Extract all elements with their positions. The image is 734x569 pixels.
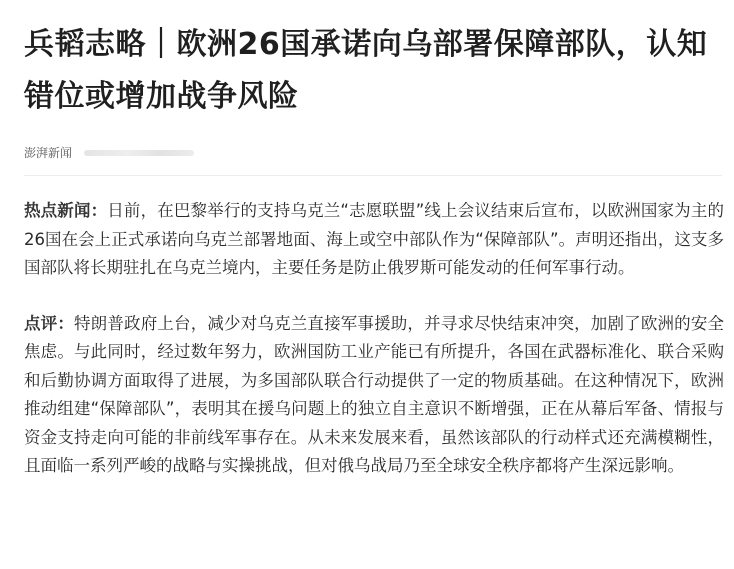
paragraph-news: [24, 197, 724, 283]
paragraph-lead: 热点新闻：: [24, 201, 108, 220]
paragraph-text: 日前，在巴黎举行的支持乌克兰“志愿联盟”线上会议结束后宣布，以欧洲国家为主的26国在会上正式承诺向乌克兰部署地面、海上或空中部队作为“保障部队”。声明还指出，这支多国部队将长期驻扎在乌克兰境内，主要任务是防止俄罗斯可能发动的任何军事行动。: [24, 201, 724, 277]
article-meta: [24, 143, 722, 163]
article-title: 兵韬志略｜欧洲26国承诺向乌部署保障部队，认知错位或增加战争风险: [24, 27, 708, 114]
paragraph-text: 特朗普政府上台，减少对乌克兰直接军事援助，并寻求尽快结束冲突，加剧了欧洲的安全焦虑。与此同时，经过数年努力，欧洲国防工业产能已有所提升，各国在武器标准化、联合采购和后勤协调方面取得了进展，为多国部队联合行动提供了一定的物质基础。在这种情况下，欧洲推动组建“保障部队”，表明其在援乌问题上的独立自主意识不断增强，正在从幕后军备、情报与资金支持走向可能的非前线军事存在。从未来发展来看，虽然该部队的行动样式还充满模糊性，且面临一系列严峻的战略与实操挑战，但对俄乌战局乃至全球安全秩序都将产生深远影响。: [24, 313, 725, 475]
divider: [24, 175, 722, 176]
paragraph-lead: 点评：: [24, 313, 75, 333]
blurred-date: [84, 150, 194, 156]
source-label[interactable]: 澎湃新闻: [24, 146, 73, 160]
paragraph-commentary: [24, 310, 724, 481]
